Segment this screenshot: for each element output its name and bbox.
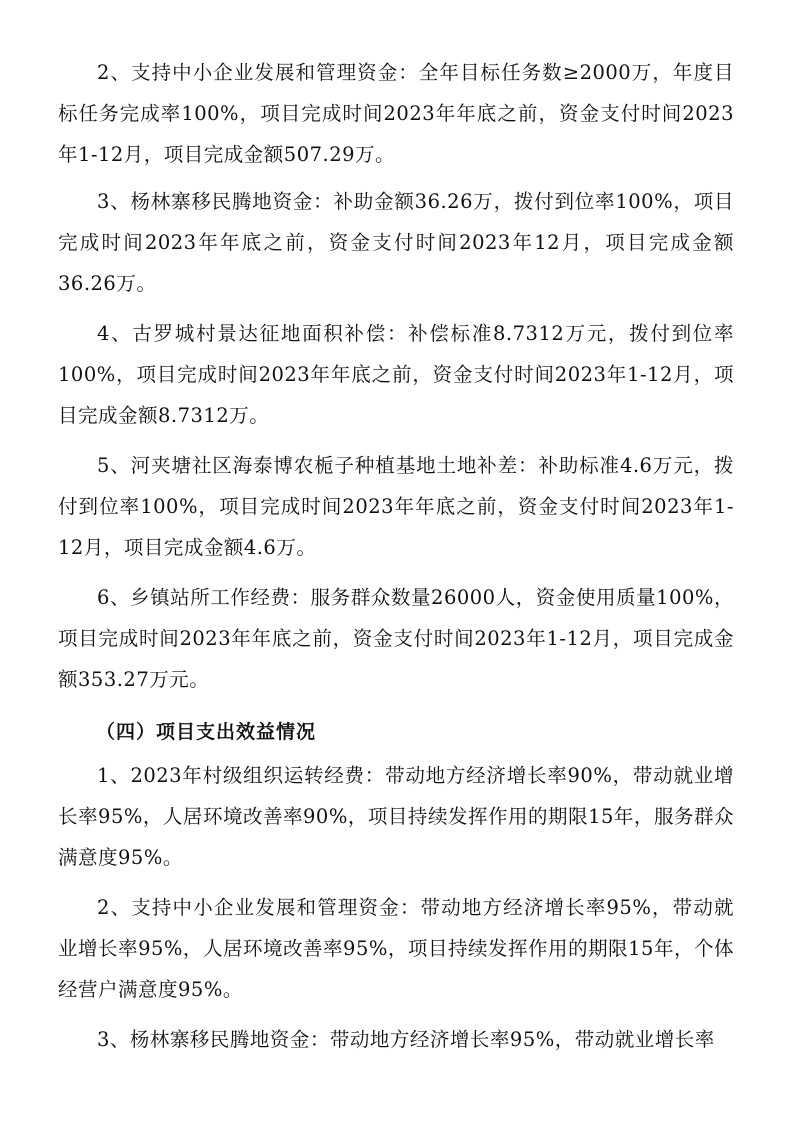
paragraph-yanglinzhai-benefit: 3、杨林寨移民腾地资金：带动地方经济增长率95%，带动就业增长率 <box>97 1028 715 1051</box>
paragraph-township-funds-output: 6、乡镇站所工作经费：服务群众数量26000人，资金使用质量100%，项目完成时间2023年年底之前，资金支付时间2023年1-12月，项目完成金额353.27万元。 <box>58 586 734 691</box>
paragraph-sme-fund-output: 2、支持中小企业发展和管理资金：全年目标任务数≥2000万，年度目标任务完成率100%，项目完成时间2023年年底之前，资金支付时间2023年1-12月，项目完成金额507.29万。 <box>58 61 734 166</box>
paragraph-village-org-benefit: 1、2023年村级组织运转经费：带动地方经济增长率90%，带动就业增长率95%，人居环境改善率90%，项目持续发挥作用的期限15年，服务群众满意度95%。 <box>58 764 734 869</box>
paragraph-guluocheng-output: 4、古罗城村景达征地面积补偿：补偿标准8.7312万元，拨付到位率100%，项目完成时间2023年年底之前，资金支付时间2023年1-12月，项目完成金额8.7312万。 <box>58 322 734 427</box>
paragraph-yanglinzhai-output: 3、杨林寨移民腾地资金：补助金额36.26万，拨付到位率100%，项目完成时间2023年年底之前，资金支付时间2023年12月，项目完成金额36.26万。 <box>58 190 734 295</box>
paragraph-hejiatang-output: 5、河夹塘社区海泰博农栀子种植基地土地补差：补助标准4.6万元，拨付到位率100%，项目完成时间2023年年底之前，资金支付时间2023年1-12月，项目完成金额4.6万。 <box>58 454 734 559</box>
section-heading: （四）项目支出效益情况 <box>96 721 317 743</box>
paragraph-sme-fund-benefit: 2、支持中小企业发展和管理资金：带动地方经济增长率95%，带动就业增长率95%，人居环境改善率95%，项目持续发挥作用的期限15年，个体经营户满意度95%。 <box>58 896 734 1001</box>
